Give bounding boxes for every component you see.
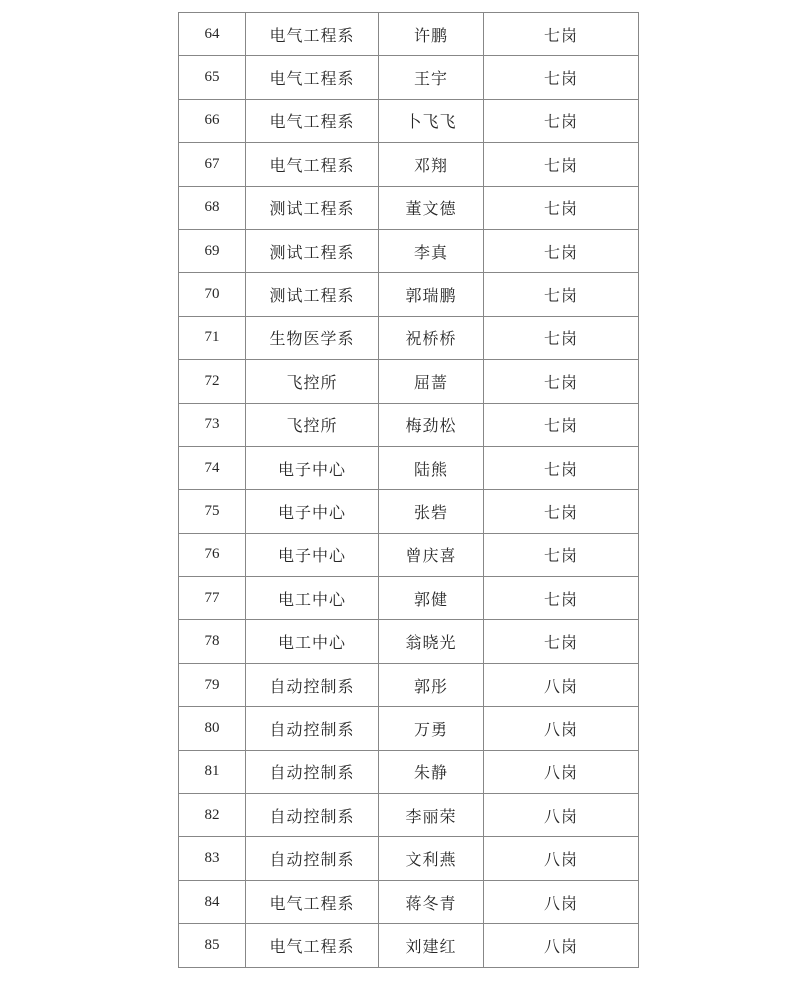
cell-rank: 八岗 <box>484 707 639 750</box>
cell-name: 朱静 <box>379 750 484 793</box>
cell-rank: 八岗 <box>484 880 639 923</box>
cell-name: 祝桥桥 <box>379 316 484 359</box>
cell-name: 郭瑞鹏 <box>379 273 484 316</box>
cell-number: 79 <box>179 663 246 706</box>
cell-rank: 八岗 <box>484 663 639 706</box>
table-row <box>179 837 639 880</box>
cell-name: 董文德 <box>379 186 484 229</box>
cell-department: 电子中心 <box>246 446 379 489</box>
cell-name: 郭健 <box>379 577 484 620</box>
table-row <box>179 99 639 142</box>
cell-name: 蒋冬青 <box>379 880 484 923</box>
table-row <box>179 360 639 403</box>
cell-department: 自动控制系 <box>246 837 379 880</box>
table-row <box>179 316 639 359</box>
table-row <box>179 663 639 706</box>
cell-rank: 七岗 <box>484 533 639 576</box>
cell-department: 自动控制系 <box>246 750 379 793</box>
table-row <box>179 924 639 967</box>
cell-rank: 七岗 <box>484 13 639 56</box>
cell-rank: 七岗 <box>484 620 639 663</box>
cell-department: 电气工程系 <box>246 880 379 923</box>
table-row <box>179 186 639 229</box>
cell-rank: 八岗 <box>484 794 639 837</box>
cell-department: 测试工程系 <box>246 273 379 316</box>
table-row <box>179 880 639 923</box>
cell-department: 电子中心 <box>246 490 379 533</box>
cell-rank: 七岗 <box>484 273 639 316</box>
cell-rank: 七岗 <box>484 56 639 99</box>
cell-rank: 八岗 <box>484 924 639 967</box>
cell-department: 飞控所 <box>246 403 379 446</box>
cell-number: 75 <box>179 490 246 533</box>
cell-department: 电工中心 <box>246 620 379 663</box>
cell-number: 78 <box>179 620 246 663</box>
cell-department: 生物医学系 <box>246 316 379 359</box>
cell-number: 70 <box>179 273 246 316</box>
cell-department: 电气工程系 <box>246 13 379 56</box>
table-row <box>179 446 639 489</box>
cell-number: 73 <box>179 403 246 446</box>
cell-number: 69 <box>179 229 246 272</box>
cell-department: 电子中心 <box>246 533 379 576</box>
staff-rank-table <box>178 12 639 968</box>
cell-department: 电工中心 <box>246 577 379 620</box>
cell-rank: 七岗 <box>484 99 639 142</box>
cell-name: 文利燕 <box>379 837 484 880</box>
cell-rank: 八岗 <box>484 750 639 793</box>
cell-rank: 八岗 <box>484 837 639 880</box>
table-row <box>179 533 639 576</box>
table-row <box>179 56 639 99</box>
cell-department: 电气工程系 <box>246 56 379 99</box>
table-row <box>179 577 639 620</box>
cell-rank: 七岗 <box>484 316 639 359</box>
cell-number: 64 <box>179 13 246 56</box>
cell-rank: 七岗 <box>484 490 639 533</box>
table-row <box>179 403 639 446</box>
cell-name: 梅劲松 <box>379 403 484 446</box>
table-row <box>179 273 639 316</box>
cell-department: 测试工程系 <box>246 229 379 272</box>
cell-name: 邓翔 <box>379 143 484 186</box>
cell-rank: 七岗 <box>484 143 639 186</box>
cell-name: 李真 <box>379 229 484 272</box>
table-body <box>179 13 639 968</box>
cell-number: 66 <box>179 99 246 142</box>
cell-number: 83 <box>179 837 246 880</box>
cell-number: 84 <box>179 880 246 923</box>
cell-name: 李丽荣 <box>379 794 484 837</box>
cell-department: 自动控制系 <box>246 663 379 706</box>
table-row <box>179 794 639 837</box>
cell-rank: 七岗 <box>484 360 639 403</box>
cell-department: 测试工程系 <box>246 186 379 229</box>
cell-number: 82 <box>179 794 246 837</box>
table-row <box>179 707 639 750</box>
cell-department: 飞控所 <box>246 360 379 403</box>
cell-number: 71 <box>179 316 246 359</box>
cell-name: 屈蔷 <box>379 360 484 403</box>
cell-number: 74 <box>179 446 246 489</box>
cell-number: 72 <box>179 360 246 403</box>
table-row <box>179 620 639 663</box>
cell-number: 80 <box>179 707 246 750</box>
cell-department: 电气工程系 <box>246 924 379 967</box>
cell-rank: 七岗 <box>484 186 639 229</box>
cell-name: 郭彤 <box>379 663 484 706</box>
cell-name: 万勇 <box>379 707 484 750</box>
cell-rank: 七岗 <box>484 446 639 489</box>
cell-number: 76 <box>179 533 246 576</box>
cell-rank: 七岗 <box>484 577 639 620</box>
cell-number: 81 <box>179 750 246 793</box>
cell-department: 自动控制系 <box>246 794 379 837</box>
cell-rank: 七岗 <box>484 403 639 446</box>
table-row <box>179 229 639 272</box>
cell-name: 王宇 <box>379 56 484 99</box>
cell-department: 自动控制系 <box>246 707 379 750</box>
cell-department: 电气工程系 <box>246 143 379 186</box>
cell-number: 65 <box>179 56 246 99</box>
cell-rank: 七岗 <box>484 229 639 272</box>
cell-number: 68 <box>179 186 246 229</box>
cell-number: 85 <box>179 924 246 967</box>
table-row <box>179 143 639 186</box>
cell-department: 电气工程系 <box>246 99 379 142</box>
cell-name: 刘建红 <box>379 924 484 967</box>
cell-name: 陆熊 <box>379 446 484 489</box>
cell-number: 67 <box>179 143 246 186</box>
table-row <box>179 490 639 533</box>
cell-name: 许鹏 <box>379 13 484 56</box>
cell-name: 翁晓光 <box>379 620 484 663</box>
table-row <box>179 750 639 793</box>
cell-name: 张砦 <box>379 490 484 533</box>
cell-name: 卜飞飞 <box>379 99 484 142</box>
table-row <box>179 13 639 56</box>
cell-name: 曾庆喜 <box>379 533 484 576</box>
cell-number: 77 <box>179 577 246 620</box>
